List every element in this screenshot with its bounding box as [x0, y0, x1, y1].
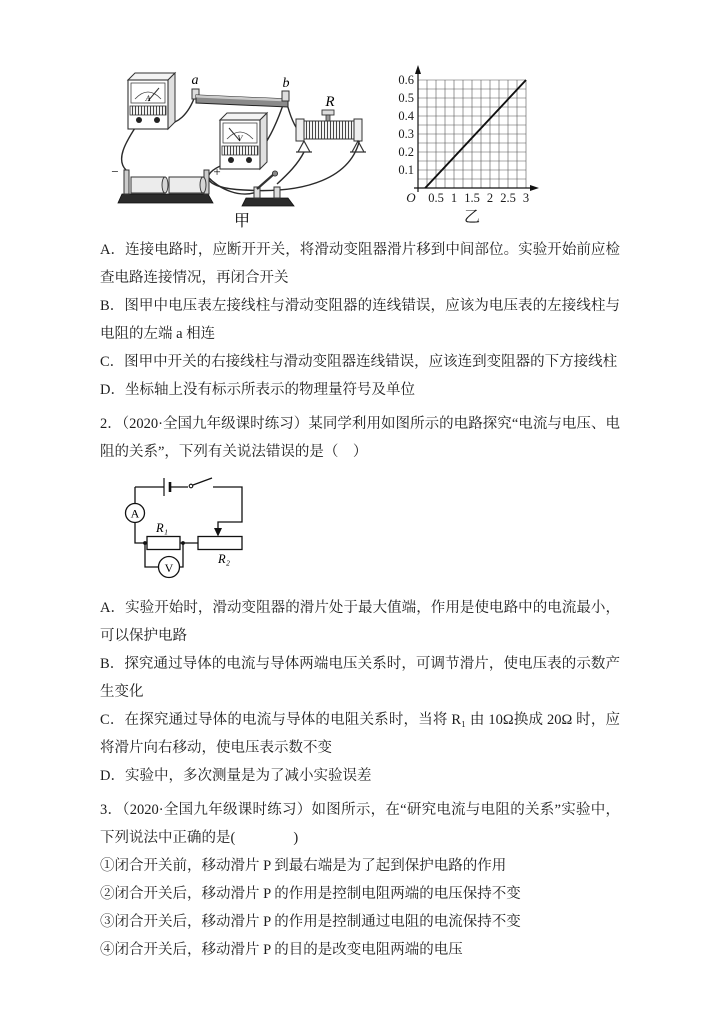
switch-lever	[257, 174, 274, 189]
switch-symbol	[189, 478, 212, 488]
slider-arrow	[214, 528, 222, 537]
q2-option-b	[100, 650, 620, 706]
rheostat-slider	[322, 110, 334, 115]
switch-post-right	[274, 187, 280, 198]
option-text: 实验开始时，滑动变阻器的滑片处于最大值端，作用是使电路中的电流最小，可以保护电路	[100, 600, 620, 644]
terminal-b-label: b	[282, 76, 290, 91]
y-axis-arrow	[415, 65, 421, 74]
q2-option-d	[100, 762, 620, 790]
battery-post-minus	[124, 170, 129, 194]
ammeter-letter: A	[145, 94, 151, 103]
option-text: 连接电路时，应断开开关，将滑动变阻器滑片移到中间部位。实验开始前应检查电路连接情况，再闭合开关	[100, 242, 620, 286]
ammeter-terminal-right	[154, 117, 160, 123]
q1-option-b	[100, 292, 620, 348]
option-text: 图甲中开关的右接线柱与滑动变阻器连线错误，应该连到变阻器的下方接线柱	[124, 354, 618, 370]
y-tick-label: 0.2	[398, 145, 414, 159]
option-label: D．	[100, 768, 125, 784]
y-tick-label: 0.3	[398, 127, 414, 141]
junction-dot	[143, 541, 147, 545]
x-tick-label: 2.5	[500, 191, 516, 205]
option-text: 探究通过导体的电流与导体两端电压关系时，可调节滑片，使电压表的示数产生变化	[100, 656, 621, 700]
y-tick-label: 0.4	[398, 109, 414, 123]
junction-dot	[181, 541, 185, 545]
voltmeter	[220, 113, 267, 169]
option-label: A．	[100, 242, 126, 258]
caption-jia: 甲	[233, 213, 251, 230]
voltmeter-terminal-left	[228, 157, 234, 163]
q3-stem: 3．（2020·全国九年级课时练习）如图所示，在“研究电流与电阻的关系”实验中，下列说法中正确的是( )	[100, 802, 620, 846]
r2-rheostat	[198, 528, 242, 566]
figure-2	[112, 470, 620, 592]
voltmeter-letter: V	[164, 561, 174, 575]
r1-resistor	[147, 521, 180, 550]
chart-yi	[384, 62, 544, 234]
option-text: 在探究通过导体的电流与导体的电阻关系时，当将 R₁ 由 10Ω换成 20Ω 时，应将滑片向右移动，使电压表示数不变	[100, 712, 621, 756]
caption-yi: 乙	[463, 209, 481, 226]
battery-plus-sign: +	[213, 164, 221, 179]
battery-minus-sign: −	[111, 164, 119, 179]
wire-rheostat-switch	[277, 152, 304, 184]
x-tick-label: 1.5	[464, 191, 480, 205]
q3-item-2: ②闭合开关后，移动滑片 P 的作用是控制电阻两端的电压保持不变	[100, 886, 521, 902]
x-tick-label: 2	[486, 191, 494, 205]
battery	[111, 164, 220, 203]
q1-option-d	[100, 376, 620, 404]
post-b	[282, 91, 289, 101]
option-label: C．	[100, 712, 125, 728]
voltmeter-terminal-right	[246, 157, 252, 163]
battery-cell	[131, 177, 165, 193]
rheostat-label: R	[325, 94, 335, 110]
r1-label: R₁	[156, 521, 168, 535]
q2-option-a	[100, 594, 620, 650]
rheostat	[296, 94, 366, 152]
q1-option-c	[100, 348, 620, 376]
y-tick-label: 0.5	[398, 91, 414, 105]
option-label: D．	[100, 382, 125, 398]
rheostat-leg-left	[296, 141, 312, 152]
voltmeter-symbol	[159, 557, 180, 578]
x-tick-label: 0.5	[428, 191, 444, 205]
ammeter	[128, 73, 175, 129]
x-axis-arrow	[530, 185, 539, 191]
battery-cell	[169, 177, 203, 193]
option-label: B．	[100, 656, 125, 672]
option-text: 图甲中电压表左接线柱与滑动变阻器的连线错误，应该为电压表的左接线柱与电阻的左端 a 相连	[100, 298, 621, 342]
q3-item-4: ④闭合开关后，移动滑片 P 的目的是改变电阻两端的电压	[100, 942, 463, 958]
resistor-ab	[192, 73, 290, 107]
ammeter-letter: A	[130, 506, 140, 521]
option-label: B．	[100, 298, 125, 314]
q3-item-1: ①闭合开关前，移动滑片 P 到最右端是为了起到保护电路的作用	[100, 858, 507, 874]
option-text: 实验中，多次测量是为了减小实验误差	[124, 768, 372, 784]
origin-label: O	[406, 190, 416, 205]
option-label: C．	[100, 354, 125, 370]
q1-option-a	[100, 236, 620, 292]
circuit-q2	[112, 470, 262, 592]
q2-option-c	[100, 706, 620, 762]
figure-1	[108, 62, 620, 236]
option-text: 坐标轴上没有标示所表示的物理量符号及单位	[124, 382, 415, 398]
rheostat-coil	[300, 121, 358, 139]
voltmeter-letter: V	[237, 134, 243, 143]
r2-label: R₂	[218, 552, 230, 566]
x-tick-label: 1	[450, 191, 458, 205]
terminal-a-label: a	[191, 73, 199, 88]
y-tick-label: 0.6	[398, 73, 414, 87]
circuit-jia	[108, 62, 380, 234]
battery-symbol	[164, 478, 170, 496]
option-label: A．	[100, 600, 126, 616]
ammeter-terminal-left	[136, 117, 142, 123]
wire-top-right	[213, 487, 242, 528]
q2-stem: 2．（2020·全国九年级课时练习）某同学利用如图所示的电路探究“电流与电压、电阻的关系”，下列有关说法错误的是（ ）	[100, 416, 620, 460]
ammeter-symbol	[126, 504, 145, 523]
q3-item-3: ③闭合开关后，移动滑片 P 的作用是控制通过电阻的电流保持不变	[100, 914, 521, 930]
x-tick-label: 3	[522, 191, 530, 205]
y-tick-label: 0.1	[398, 163, 414, 177]
